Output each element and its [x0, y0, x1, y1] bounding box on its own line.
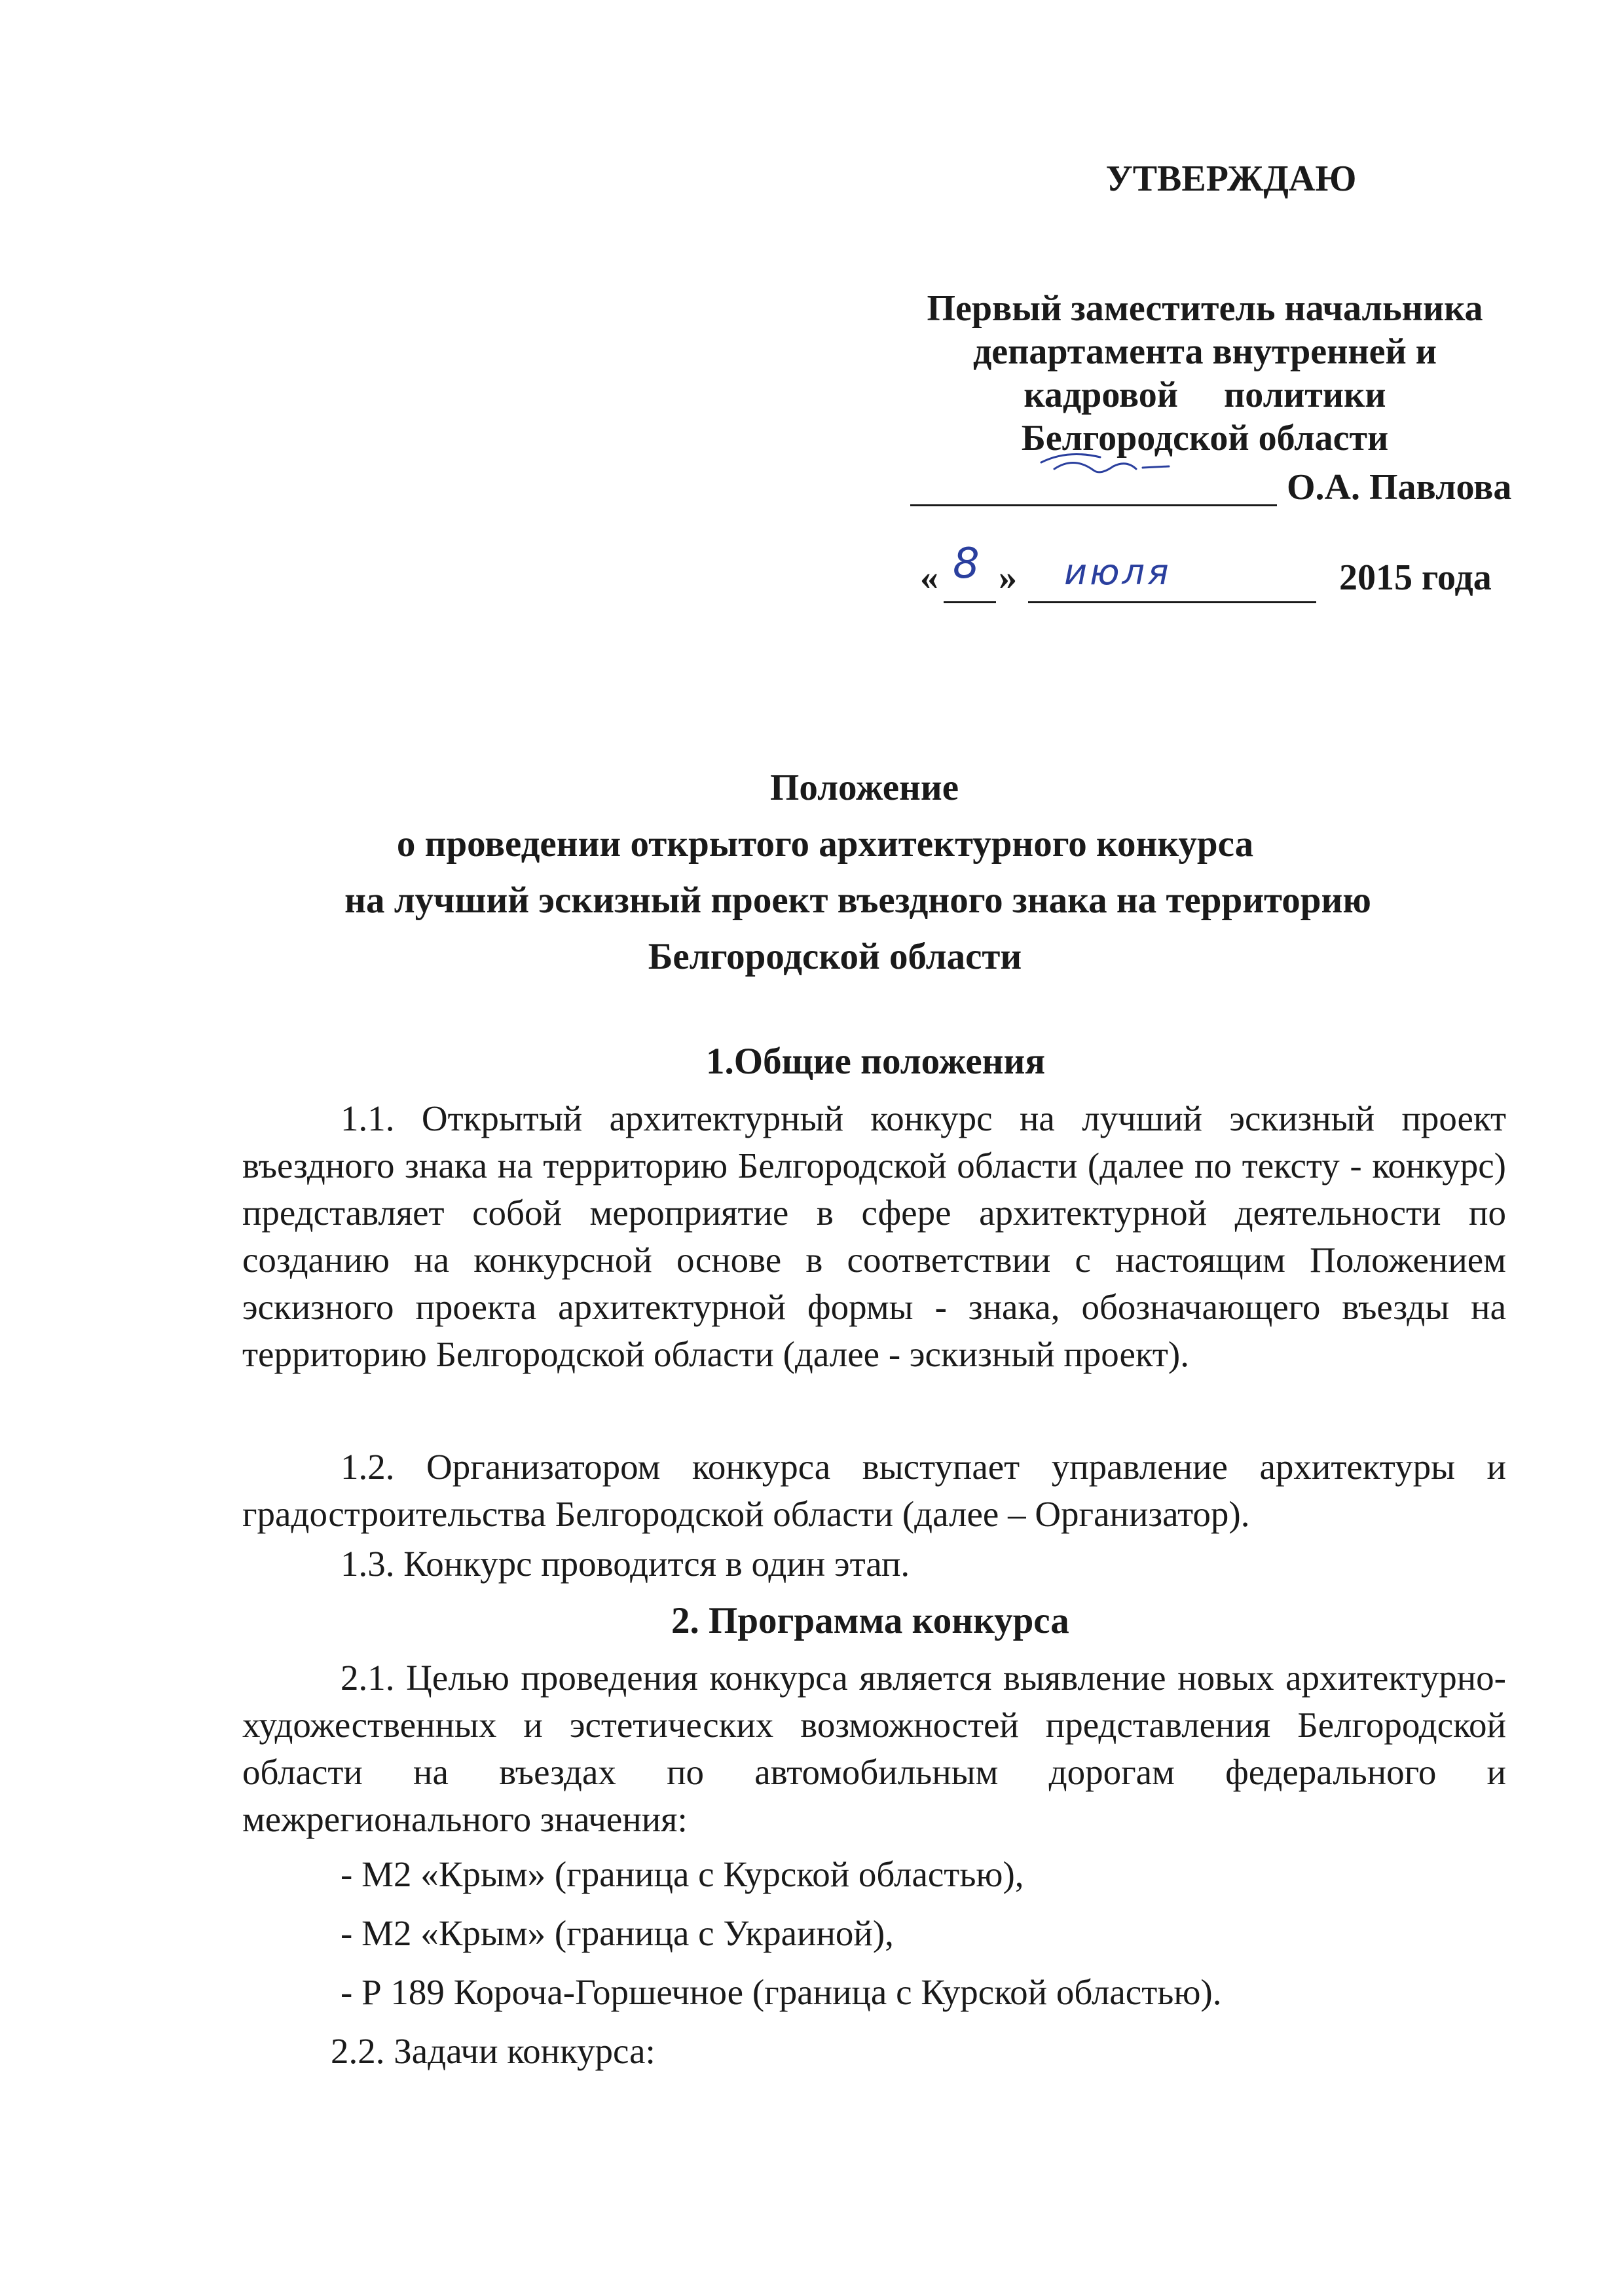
- date-day: 8: [953, 540, 980, 588]
- title-line: Положение: [769, 767, 959, 808]
- paragraph-1-3: 1.3. Конкурс проводится в один этап.: [341, 1544, 910, 1584]
- approval-date: [920, 540, 1509, 598]
- list-item: - Р 189 Короча-Горшечное (граница с Курской областью).: [341, 1972, 1222, 2012]
- paragraph-text: 1.1. Открытый архитектурный конкурс на лучший эскизный проект въездного знака на территорию Белгородской области (далее по тексту - конкурс) представляет собой мероприятие в сфере архитектурной деятельности по созданию на конкурсной основе в соответствии с настоящим Положением эскизного проекта архитектурной формы - знака, обозначающего въезды на территорию Белгородской области (далее - эскизный проект).: [242, 1098, 1506, 1374]
- paragraph-1-1: [242, 1095, 1506, 1378]
- date-year: 2015 года: [1339, 557, 1492, 598]
- section-2-heading: 2. Программа конкурса: [671, 1600, 1069, 1641]
- list-item: - М2 «Крым» (граница с Украиной),: [341, 1913, 894, 1953]
- date-open-quote: «: [920, 557, 938, 598]
- paragraph-2-2: 2.2. Задачи конкурса:: [331, 2031, 655, 2071]
- date-month: июля: [1064, 551, 1172, 593]
- role-line: департамента внутренней и: [972, 331, 1437, 372]
- document-title: [236, 760, 1388, 985]
- paragraph-text: 2.1. Целью проведения конкурса является выявление новых архитектурно-художественных и эстетических возможностей представления Белгородской области на въездах по автомобильным дорогам федерального и межрегионального значения:: [242, 1658, 1506, 1839]
- handwritten-signature: [1028, 443, 1192, 489]
- title-line: на лучший эскизный проект въездного знака на территорию: [344, 880, 1371, 921]
- list-item: - М2 «Крым» (граница с Курской областью),: [341, 1854, 1024, 1894]
- signer-name: О.А. Павлова: [1287, 467, 1512, 508]
- role-line: Белгородской области: [1021, 418, 1389, 458]
- role-line: кадровой политики: [1024, 375, 1386, 415]
- approval-word: УТВЕРЖДАЮ: [1105, 159, 1357, 199]
- paragraph-2-1: [242, 1654, 1506, 1843]
- title-line: Белгородской области: [648, 936, 1022, 977]
- paragraph-text: 1.2. Организатором конкурса выступает управление архитектуры и градостроительства Белгородской области (далее – Организатор).: [242, 1447, 1506, 1534]
- section-1-heading: 1.Общие положения: [706, 1041, 1046, 1082]
- role-line: Первый заместитель начальника: [927, 288, 1483, 329]
- approval-block: [851, 157, 1559, 460]
- date-close-quote: »: [999, 557, 1017, 598]
- paragraph-1-2: [242, 1444, 1506, 1538]
- approver-role: [851, 287, 1559, 460]
- title-line: о проведении открытого архитектурного конкурса: [396, 823, 1254, 865]
